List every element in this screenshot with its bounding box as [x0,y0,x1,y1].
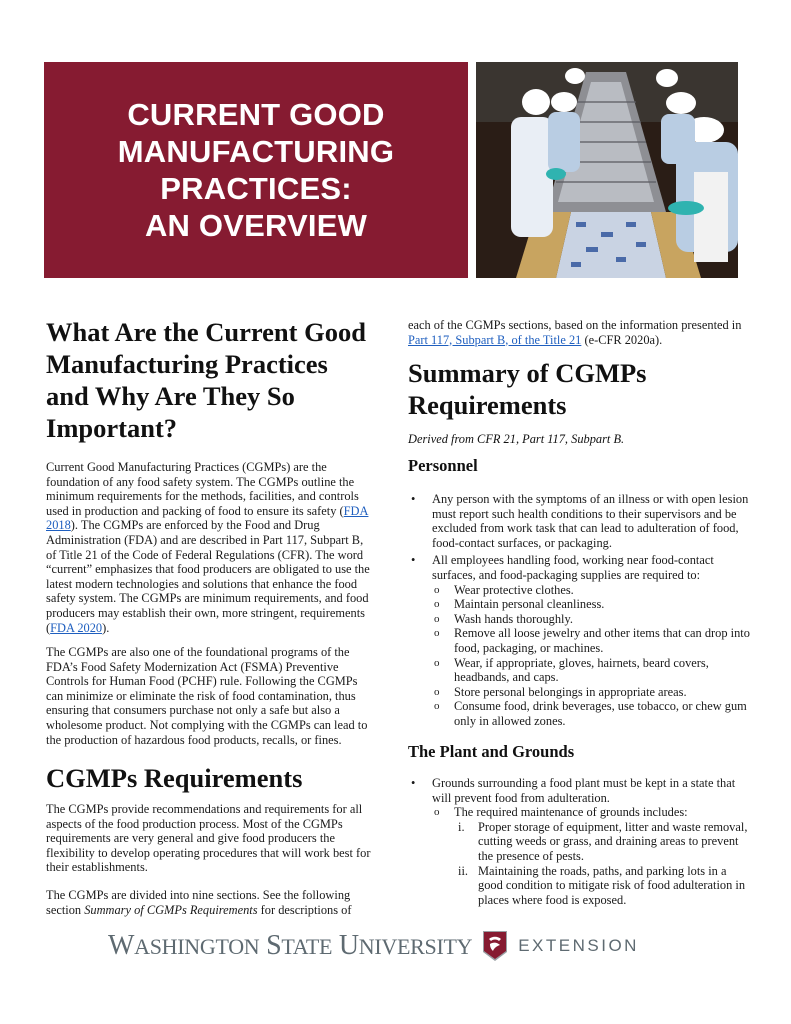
list-item-text: All employees handling food, working near food-contact surfaces, and food-packaging supplies are required to: [432,553,714,582]
cfr-part-117-link[interactable]: Part 117, Subpart B, of the Title 21 [408,332,582,347]
text: Current Good Manufacturing Practices (CGMPs) are the foundation of any food safety system. The CGMPs outline the minimum requirements for the methods, facilities, and controls used in production and packing of food to ensure its safety ( [46,460,359,518]
text: ASHINGTON [134,934,260,959]
requirements-paragraph: The CGMPs provide recommendations and requirements for all aspects of the food production process. Most of the CGMPs requirements are very general and give food producers the flexibility to develop operating procedures that will work best for their establishments. [46,802,371,875]
wsu-wordmark [108,932,472,960]
wsu-cougar-shield-icon [482,930,508,962]
document-title [118,96,394,244]
sections-paragraph-continued [408,318,753,347]
text: S [266,930,282,961]
grounds-maintenance-list [432,805,753,907]
heading-plant-and-grounds: The Plant and Grounds [408,742,575,761]
sub-list-item [432,612,753,627]
circle-bullet-marker: o [434,583,440,596]
wsu-extension-logo [108,928,639,964]
circle-bullet-marker: o [434,806,440,819]
bullet-marker: • [411,776,416,790]
text: TATE [281,934,333,959]
circle-bullet-marker: o [434,598,440,611]
text: (e-CFR 2020a). [581,332,663,347]
list-item-text: The required maintenance of grounds includes: [454,805,688,820]
roman-numeral-list [454,820,753,908]
text: U [338,930,359,961]
personnel-list [408,492,753,732]
text: The CGMPs are divided into nine sections. See the following section [46,888,351,917]
list-item [408,553,753,728]
list-item-text: Any person with the symptoms of an illness or with open lesion must report such health conditions to their supervisors and be excluded from work task that can lead to adulteration of food, food-contact surfaces, or packaging. [432,492,749,550]
list-item-text: Remove all loose jewelry and other items that can drop into food, packaging, or machines. [454,626,750,655]
sections-paragraph [46,888,376,917]
sub-list-item [432,656,753,685]
text: W [108,930,135,961]
list-item-text: Maintaining the roads, paths, and parking lots in a good condition to mitigate risk of food adulteration in places where food is exposed. [478,863,746,907]
circle-bullet-marker: o [434,700,440,713]
roman-marker: i. [458,819,465,834]
list-item [408,492,753,550]
bullet-marker: • [411,492,416,506]
fda-2020-link[interactable]: FDA 2020 [50,620,103,635]
text: each of the CGMPs sections, based on the information presented in [408,318,742,332]
heading-summary-of-cgmps: Summary of CGMPs Requirements [408,358,647,420]
list-item [408,776,753,907]
intro-paragraph [46,460,376,635]
text: NIVERSITY [358,934,473,959]
photo-illustration [476,62,738,278]
roman-list-item [454,864,753,908]
extension-wordmark: EXTENSION [518,936,639,955]
plant-grounds-list [408,776,753,910]
title-line: CURRENT GOOD [127,97,385,132]
list-item-text: Wear, if appropriate, gloves, hairnets, beard covers, headbands, and caps. [454,655,709,685]
sub-list-item [432,597,753,612]
text: ). [102,620,110,635]
sub-list-item [432,685,753,700]
roman-list-item [454,820,753,864]
list-item-text: Store personal belongings in appropriate areas. [454,684,687,699]
title-line: PRACTICES: [160,171,352,206]
sub-list-item [432,626,753,655]
circle-bullet-marker: o [434,612,440,625]
heading-cgmps-requirements: CGMPs Requirements [46,763,303,793]
derived-from-note: Derived from CFR 21, Part 117, Subpart B. [408,432,625,446]
title-banner [44,62,468,278]
text: for descriptions of [257,902,352,917]
list-item-text: Grounds surrounding a food plant must be kept in a state that will prevent food from adulteration. [432,776,736,805]
list-item-text: Proper storage of equipment, litter and waste removal, cutting weeds or grass, and draining areas to prevent the presence of pests. [478,819,748,863]
fda-2018-link[interactable]: FDA 2018 [46,503,369,533]
heading-personnel: Personnel [408,456,478,475]
circle-bullet-marker: o [434,685,440,698]
circle-bullet-marker: o [434,627,440,640]
list-item-text: Maintain personal cleanliness. [454,597,605,612]
list-item-text: Wash hands thoroughly. [454,611,573,626]
text: ). The CGMPs are enforced by the Food and Drug Administration (FDA) and are described in Part 117, Subpart B, of Title 21 of the Code of Federal Regulations (CFR). The word “current” emphasizes that food producers are obligated to use the latest modern technologies and solutions that enhance the food safety system. The CGMPs are minimum requirements, and food producers may establish their own, more stringent, requirements ( [46,518,370,635]
factory-workers-photo [476,62,738,278]
sub-list-item [432,583,753,598]
employee-requirements-list [432,583,753,729]
list-item-text: Consume food, drink beverages, use tobacco, or chew gum only in allowed zones. [454,699,747,728]
section-reference: Summary of CGMPs Requirements [84,902,258,917]
sub-list-item [432,699,753,728]
heading-what-are-cgmps: What Are the Current Good Manufacturing Practices and Why Are They So Important? [46,317,366,443]
bullet-marker: • [411,553,416,568]
fsma-paragraph: The CGMPs are also one of the foundational programs of the FDA’s Food Safety Modernization Act (FSMA) Preventive Controls for Human Food (PCHF) rule. Following the CGMPs can minimize or eliminate the risk of food contamination, thus ensuring that consumers purchase not only a safe but also a wholesome product. Not complying with the CGMPs can lead to the production of hazardous food products, recalls, or fines. [46,645,368,747]
title-line: AN OVERVIEW [144,208,368,243]
circle-bullet-marker: o [434,656,440,669]
title-line: MANUFACTURING [117,134,395,169]
roman-marker: ii. [458,863,468,878]
sub-list-item [432,805,753,907]
list-item-text: Wear protective clothes. [454,582,574,597]
